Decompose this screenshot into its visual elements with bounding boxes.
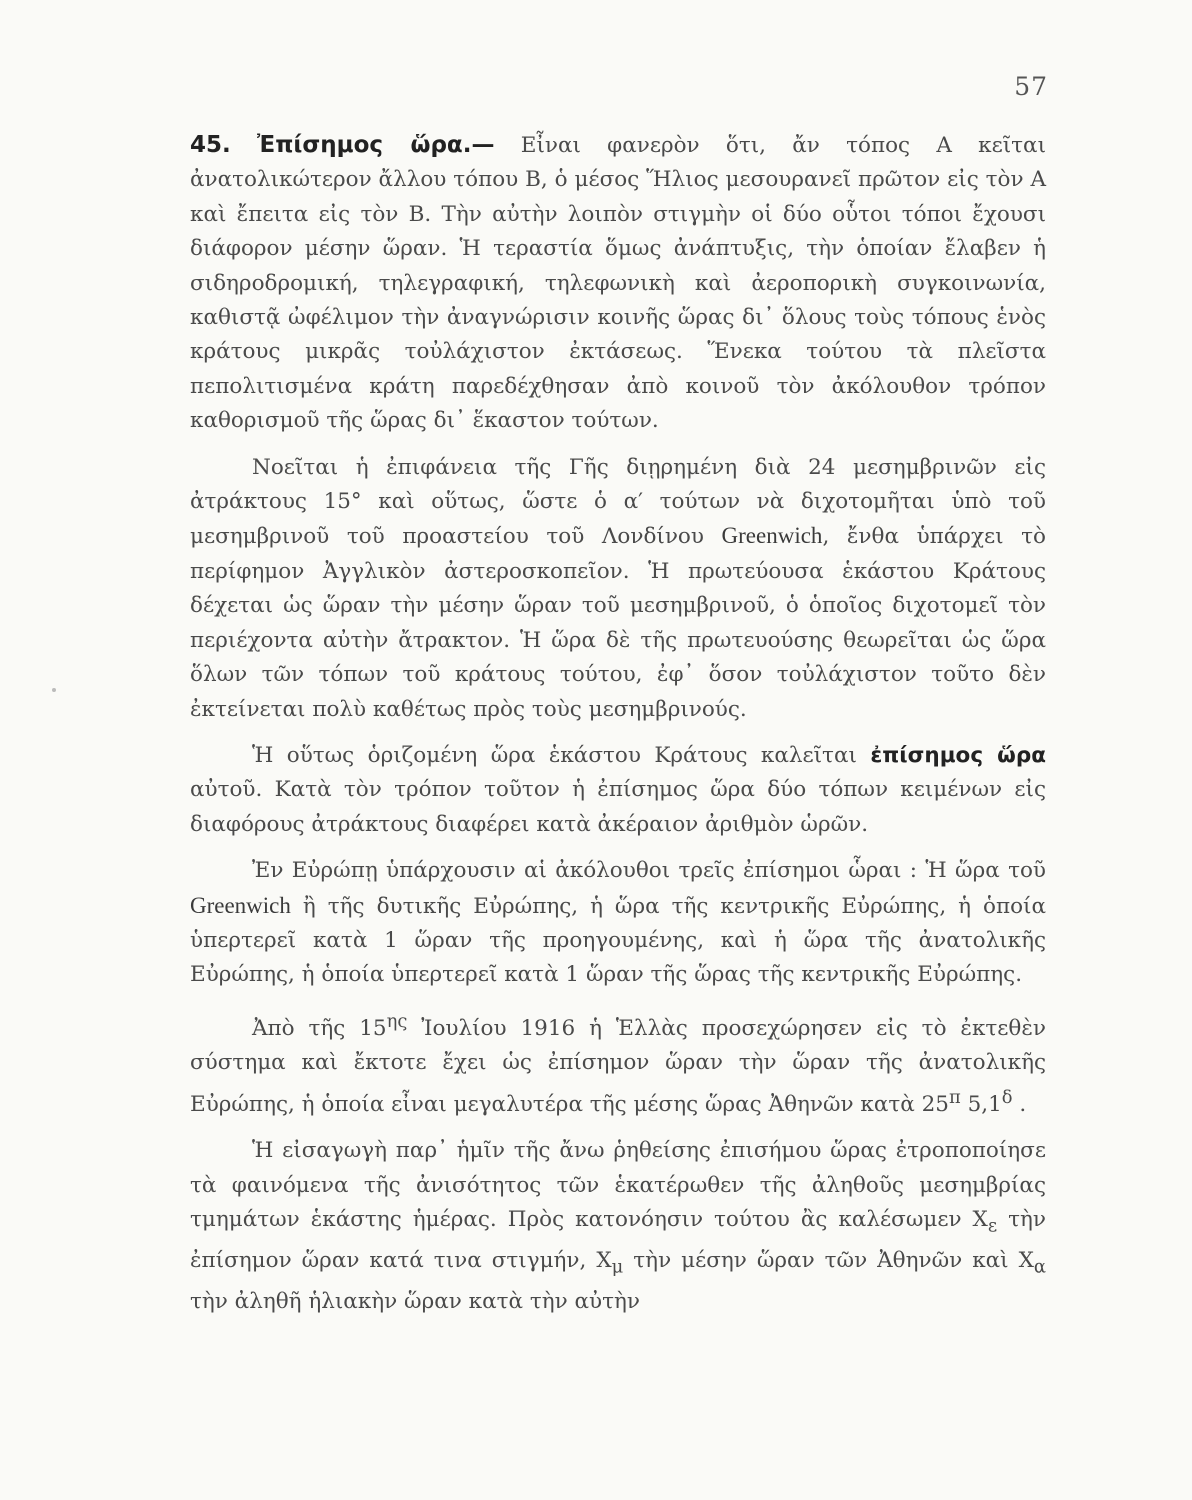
paragraph-1 — [190, 128, 1046, 439]
paragraph-5-text-d: . — [1012, 1091, 1027, 1117]
paragraph-6 — [190, 1134, 1046, 1319]
paragraph-5 — [190, 1005, 1046, 1123]
page-number: 57 — [1014, 72, 1048, 101]
paragraph-4 — [190, 854, 1046, 993]
paragraph-6-text-c: τὴν μέσην ὥραν τῶν Ἀθηνῶν καὶ Χ — [623, 1247, 1034, 1273]
paragraph-5-text-c: 5,1 — [960, 1091, 1002, 1117]
paragraph-6-sub-1: ε — [987, 1215, 998, 1237]
page-body — [190, 128, 1046, 1331]
official-time-term: ἐπίσημος ὥρα — [870, 742, 1046, 768]
greenwich-term-2: Greenwich — [190, 892, 291, 918]
paragraph-3 — [190, 739, 1046, 842]
section-title: Ἐπίσημος ὥρα. — [257, 132, 472, 158]
paragraph-5-text-b: Ἰουλίου 1916 ἡ Ἑλλὰς προσεχώρησεν εἰς τὸ ἐκτεθὲν σύστημα καὶ ἔκτοτε ἔχει ὡς ἐπίσημον ὥραν τὴν ὥραν τῆς ἀνατολικῆς Εὐρώπης, ἡ ὁποία εἶναι μεγαλυτέρα τῆς μέσης ὥρας Ἀθηνῶν κατὰ 25 — [190, 1015, 1046, 1117]
paragraph-6-text-d: τὴν ἀληθῆ ἡλιακὴν ὥραν κατὰ τὴν αὐτὴν — [190, 1288, 640, 1314]
paragraph-2-text-a: Νοεῖται ἡ ἐπιφάνεια τῆς Γῆς διῃρημένη διὰ 24 μεσημβρινῶν εἰς ἀτράκτους 15° καὶ οὕτως, ὥστε ὁ α′ τούτων νὰ διχοτομῆται ὑπὸ τοῦ μεσημβρινοῦ τοῦ προαστείου τοῦ Λονδίνου — [190, 454, 1046, 550]
paragraph-4-text-a: Ἐν Εὐρώπῃ ὑπάρχουσιν αἱ ἀκόλουθοι τρεῖς ἐπίσημοι ὧραι : Ἡ ὥρα τοῦ — [252, 858, 1046, 884]
paragraph-3-text-b: αὐτοῦ. Κατὰ τὸν τρόπον τοῦτον ἡ ἐπίσημος ὥρα δύο τόπων κειμένων εἰς διαφόρους ἀτράκτους διαφέρει κατὰ ἀκέραιον ἀριθμὸν ὡρῶν. — [190, 777, 1046, 837]
paragraph-4-text-b: ἢ τῆς δυτικῆς Εὐρώπης, ἡ ὥρα τῆς κεντρικῆς Εὐρώπης, ἡ ὁποία ὑπερτερεῖ κατὰ 1 ὥραν τῆς προηγουμένης, καὶ ἡ ὥρα τῆς ἀνατολικῆς Εὐρώπης, ἡ ὁποία ὑπερτερεῖ κατὰ 1 ὥραν τῆς ὥρας τῆς κεντρικῆς Εὐρώπης. — [190, 893, 1047, 988]
paragraph-6-sub-2: μ — [611, 1256, 624, 1278]
paragraph-5-sup-1: ης — [386, 1010, 408, 1032]
paragraph-6-text-b: τὴν ἐπίσημον ὥραν κατά τινα στιγμήν, Χ — [190, 1207, 1046, 1273]
paragraph-2-text-b: , ἔνθα ὑπάρχει τὸ περίφημον Ἀγγλικὸν ἀστεροσκοπεῖον. Ἡ πρωτεύουσα ἑκάστου Κράτους δέχεται ὡς ὥραν τὴν μέσην ὥραν τοῦ μεσημβρινοῦ, ὁ ὁποῖος διχοτομεῖ τὸν περιέχοντα αὐτὴν ἄτρακτον. Ἡ ὥρα δὲ τῆς πρωτευούσης θεωρεῖται ὡς ὥρα ὅλων τῶν τόπων τοῦ κράτους τούτου, ἐφ᾽ ὅσον τοὐλάχιστον τοῦτο δὲν ἐκτείνεται πολὺ καθέτως πρὸς τοὺς μεσημβρινούς. — [190, 524, 1046, 722]
paragraph-3-text-a: Ἡ οὕτως ὁριζομένη ὥρα ἑκάστου Κράτους καλεῖται — [252, 742, 857, 768]
paragraph-1-text: Εἶναι φανερὸν ὅτι, ἄν τόπος Α κεῖται ἀνατολικώτερον ἄλλου τόπου Β, ὁ μέσος Ἥλιος μεσουρανεῖ πρῶτον εἰς τὸν Α καὶ ἔπειτα εἰς τὸν Β. Τὴν αὐτὴν λοιπὸν στιγμὴν οἱ δύο οὗτοι τόποι ἔχουσι διάφορον μέσην ὥραν. Ἡ τεραστία ὅμως ἀνάπτυξις, τὴν ὁποίαν ἔλαβεν ἡ σιδηροδρομική, τηλεγραφική, τηλεφωνικὴ καὶ ἀεροπορικὴ συγκοινωνία, καθιστᾷ ὠφέλιμον τὴν ἀναγνώρισιν κοινῆς ὥρας δι᾽ ὅλους τοὺς τόπους ἑνὸς κράτους μικρᾶς τοὐλάχιστον ἐκτάσεως. Ἕνεκα τούτου τὰ πλεῖστα πεπολιτισμένα κράτη παρεδέχθησαν ἀπὸ κοινοῦ τὸν ἀκόλουθον τρόπον καθορισμοῦ τῆς ὥρας δι᾽ ἕκαστον τούτων. — [190, 133, 1046, 434]
paragraph-5-sup-3: δ — [1001, 1086, 1013, 1108]
paragraph-6-sub-3: α — [1033, 1256, 1046, 1278]
page-speck — [52, 688, 56, 692]
paragraph-2 — [190, 451, 1046, 727]
section-number: 45. — [190, 132, 231, 158]
paragraph-6-text-a: Ἡ εἰσαγωγὴ παρ᾽ ἡμῖν τῆς ἄνω ῥηθείσης ἐπισήμου ὥρας ἐτροποποίησε τὰ φαινόμενα τῆς ἀνισότητος τῶν ἑκατέρωθεν τῆς ἀληθοῦς μεσημβρίας τμημάτων ἑκάστης ἡμέρας. Πρὸς κατονόησιν τούτου ἂς καλέσωμεν Χ — [190, 1138, 1046, 1233]
paragraph-5-sup-2: π — [948, 1086, 961, 1108]
section-dash: — — [471, 132, 495, 158]
greenwich-term: Greenwich — [721, 523, 823, 549]
paragraph-5-text-a: Ἀπὸ τῆς 15 — [252, 1015, 387, 1041]
